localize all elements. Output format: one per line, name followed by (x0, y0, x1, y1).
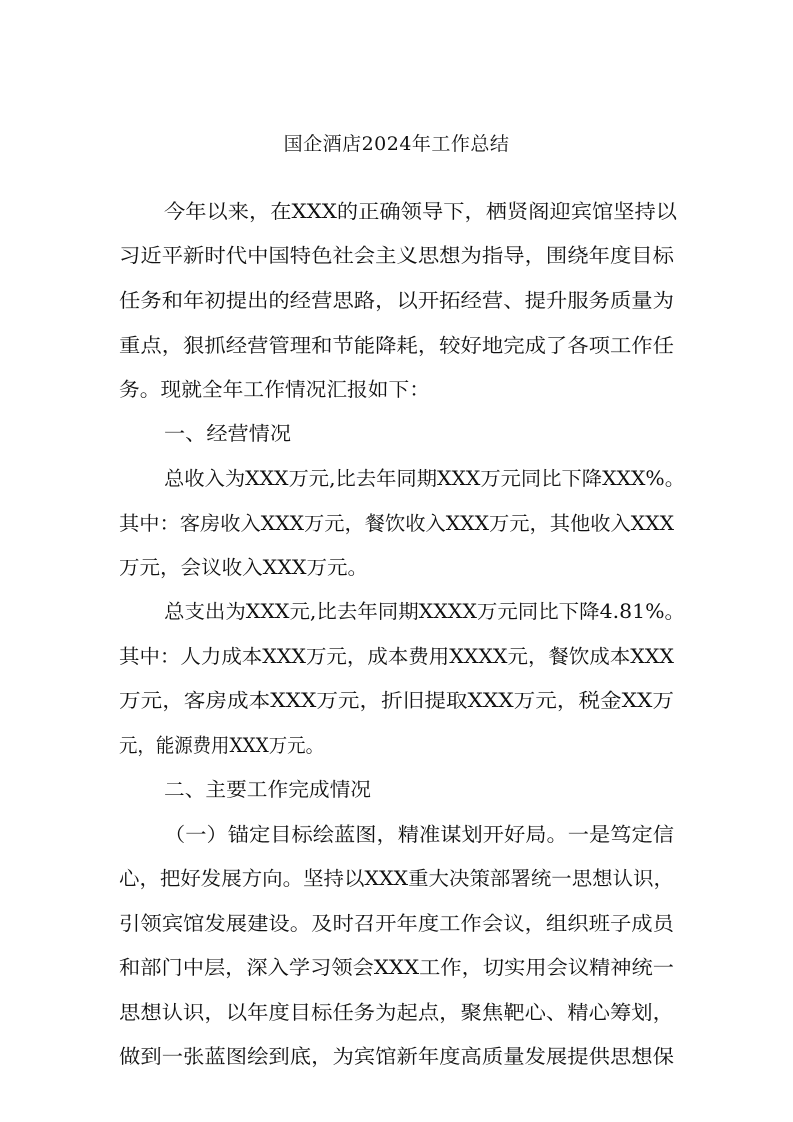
paragraph-line: 万元，客房成本XXX万元，折旧提取XXX万元，税金XX万 (119, 689, 674, 712)
paragraph-line: 其中：人力成本XXX万元，成本费用XXXX元，餐饮成本XXX (119, 645, 674, 668)
paragraph-line: 和部门中层，深入学习领会XXX工作，切实用会议精神统一 (119, 956, 674, 979)
paragraph-line: 重点，狠抓经营管理和节能降耗，较好地完成了各项工作任 (119, 334, 674, 357)
paragraph-line: 总支出为XXX元,比去年同期XXXX万元同比下降4.81%。 (164, 600, 685, 623)
section-heading: 二、主要工作完成情况 (164, 778, 371, 801)
paragraph-line: 思想认识，以年度目标任务为起点，聚焦靶心、精心筹划， (119, 1001, 674, 1024)
paragraph-line: 万元，会议收入XXX万元。 (119, 556, 368, 579)
paragraph-line: 总收入为XXX万元,比去年同期XXX万元同比下降XXX%。 (164, 467, 685, 490)
section-heading: 一、经营情况 (164, 422, 291, 445)
paragraph-line: 今年以来，在XXX的正确领导下，栖贤阁迎宾馆坚持以 (164, 200, 677, 223)
paragraph-line: （一）锚定目标绘蓝图，精准谋划开好局。一是笃定信 (164, 823, 674, 846)
paragraph-line: 元，能源费用XXX万元。 (119, 734, 324, 757)
paragraph-line: 习近平新时代中国特色社会主义思想为指导，围绕年度目标 (119, 244, 674, 267)
document-title: 国企酒店2024年工作总结 (283, 133, 510, 155)
paragraph-line: 引领宾馆发展建设。及时召开年度工作会议，组织班子成员 (119, 912, 674, 935)
paragraph-line: 其中：客房收入XXX万元，餐饮收入XXX万元，其他收入XXX (119, 512, 674, 535)
paragraph-line: 任务和年初提出的经营思路，以开拓经营、提升服务质量为 (119, 289, 674, 312)
paragraph-line: 做到一张蓝图绘到底，为宾馆新年度高质量发展提供思想保 (119, 1045, 674, 1068)
paragraph-line: 心，把好发展方向。坚持以XXX重大决策部署统一思想认识， (119, 867, 674, 890)
paragraph-line: 务。现就全年工作情况汇报如下： (119, 378, 430, 401)
